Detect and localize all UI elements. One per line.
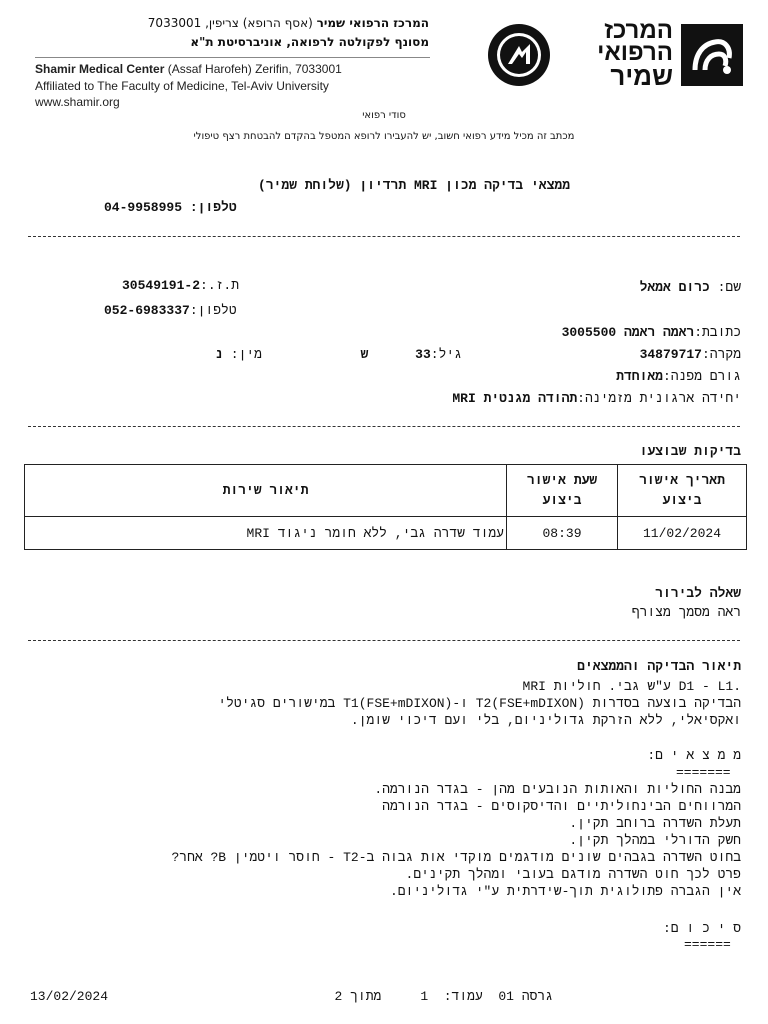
- table-row: [25, 517, 747, 550]
- notice-text: מכתב זה מכיל מידע רפואי חשוב, יש להעבירו לרופא המטפל בהקדם להבטחת רצף טיפולי: [193, 131, 575, 142]
- finding-line: מבנה החוליות והאותות הנובעים מהן - בגדר הנורמה.: [374, 782, 741, 797]
- finding-line: חשק הדורלי במהלך תקין.: [569, 833, 741, 848]
- footer-date: 13/02/2024: [30, 989, 109, 1004]
- logo-text-line1: המרכז: [604, 17, 673, 44]
- col-header-time: שעת אישור ביצוע: [507, 465, 618, 517]
- logo-text-line2: הרפואי: [597, 39, 673, 66]
- findings-title: תיאור הבדיקה והממצאים: [577, 659, 741, 674]
- tests-table: [24, 464, 747, 550]
- patient-ordering-unit: יחידה ארגונית מזמינה:תהודה מגנטית MRI: [452, 391, 741, 406]
- patient-referrer: גורם מפנה:מאוחדת: [616, 369, 741, 384]
- patient-name: שם: כרום אמאל: [639, 280, 741, 295]
- divider: [28, 640, 740, 641]
- patient-age: גיל:33 ש: [360, 347, 462, 362]
- finding-line: המרווחים הבינחוליתיים והדיסקוסים - בגדר הנורמה: [382, 799, 741, 814]
- col-header-date: תאריך אישור ביצוע: [618, 465, 747, 517]
- finding-line: פרט לכך חוט השדרה מודגם בעובי ומהלך תקינים.: [405, 867, 741, 882]
- findings-heading-rule: =======: [676, 765, 731, 780]
- col-header-description: תיאור שירות: [25, 465, 507, 517]
- question-text: ראה מסמך מצורף: [631, 605, 741, 620]
- finding-line: בחוט השדרה בגבהים שונים מודגמים מוקדי אות גבוה ב-T2 - חוסר ויטמין B? אחר?: [171, 850, 741, 865]
- header-english-line3: www.shamir.org: [35, 95, 120, 109]
- tests-section-title: בדיקות שבוצעו: [639, 444, 741, 459]
- summary-heading-rule: ======: [684, 937, 731, 952]
- patient-id: 30549191-2ת.ז.:: [122, 278, 240, 293]
- patient-address: כתובת:ראמה ראמה 3005500: [561, 325, 741, 340]
- summary-heading: ס י כ ו ם:: [662, 921, 741, 936]
- logo-text-line3: שמיר: [610, 61, 673, 91]
- shamir-logo: [585, 17, 745, 91]
- divider: [28, 236, 740, 237]
- patient-sex: מין: נ: [215, 347, 262, 362]
- divider: [28, 426, 740, 427]
- confidential-label: סודי רפואי: [362, 110, 406, 121]
- patient-case: מקרה:34879717: [639, 347, 741, 362]
- finding-line: אין הגברה פתולוגית תוך-שידרתית ע"י גדוליניום.: [389, 884, 741, 899]
- header-hebrew-line1: המרכז הרפואי שמיר (אסף הרופא) צריפין, 7033001: [147, 16, 429, 30]
- header-hebrew-line2: מסונף לפקולטה לרפואה, אוניברסיטת ת"א: [190, 35, 429, 49]
- findings-intro-line: ואקסיאלי, ללא הזרקת גדוליניום, בלי ועם דיכוי שומן.: [350, 713, 741, 728]
- finding-line: תעלת השדרה ברוחב תקין.: [569, 816, 741, 831]
- shamir-logo-icon: [681, 24, 743, 86]
- footer-page-info: גרסה 01 עמוד: 1 מתוך 2: [334, 989, 553, 1004]
- tests-table-header: [25, 465, 747, 517]
- cell-description: MRI עמוד שדרה גבי, ללא חומר ניגוד: [25, 517, 507, 550]
- report-title: ממצאי בדיקה מכון MRI תרדיון (שלוחת שמיר): [257, 178, 570, 193]
- header-divider: [35, 57, 430, 58]
- findings-heading: מ מ צ א י ם:: [647, 748, 741, 763]
- institute-phone: 04-9958995 טלפון:: [104, 200, 237, 215]
- findings-intro-line: MRI ע"ש גבי. חוליות D1 - L1.: [522, 679, 741, 694]
- joint-commission-seal-icon: [486, 22, 552, 88]
- cell-time: 08:39: [507, 517, 618, 550]
- findings-intro-line: הבדיקה בוצעה בסדרות T2(FSE+mDIXON) ו-T1(FSE+mDIXON) במישורים סגיטלי: [218, 696, 741, 711]
- patient-phone: 052-6983337טלפון:: [104, 303, 237, 318]
- header-english-line2: Affiliated to The Faculty of Medicine, Tel-Aviv University: [35, 79, 329, 93]
- question-title: שאלה לבירור: [655, 586, 741, 601]
- cell-date: 11/02/2024: [618, 517, 747, 550]
- header-english-line1: Shamir Medical Center (Assaf Harofeh) Zerifin, 7033001: [35, 62, 342, 76]
